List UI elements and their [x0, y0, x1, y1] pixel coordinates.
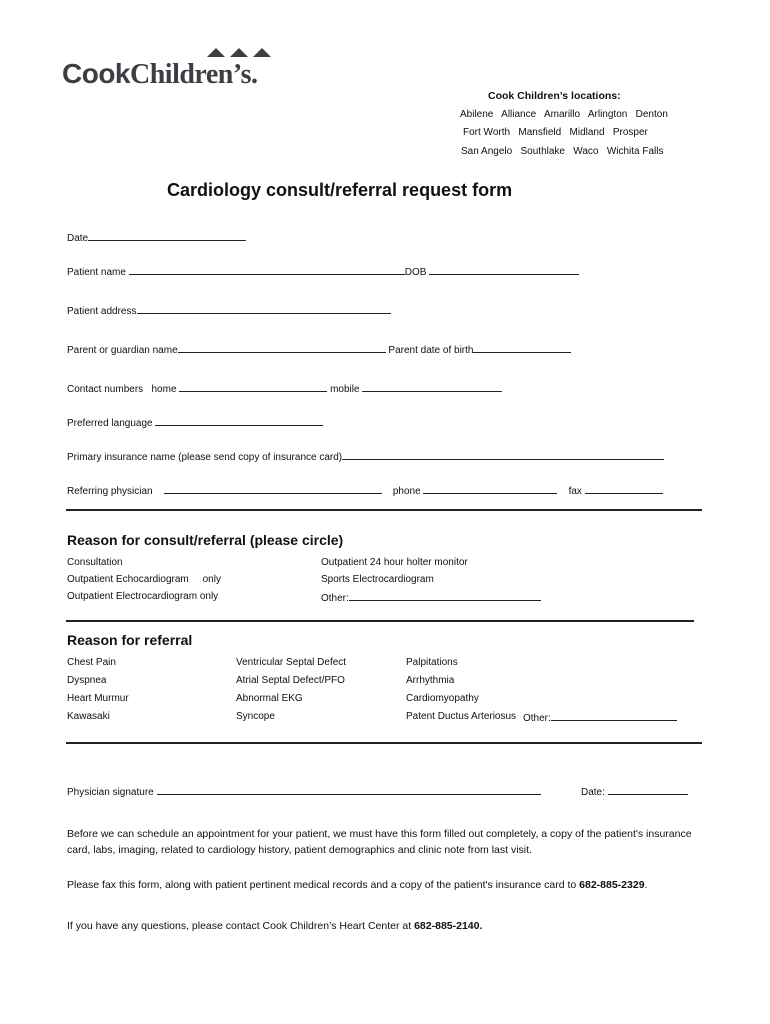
logo-text-childrens: Children’s. — [130, 59, 258, 90]
patient-address-label: Patient address — [67, 306, 137, 317]
section-divider — [66, 742, 702, 744]
referral-section-heading: Reason for referral — [67, 632, 193, 648]
referral-reason[interactable]: Dyspnea — [67, 675, 107, 686]
phone-label: phone — [392, 486, 421, 497]
referral-other-label: Other: — [523, 713, 551, 724]
contact-instructions: If you have any questions, please contact Cook Children’s Heart Center at 682-885-2140. — [67, 920, 483, 932]
guardian-name-field[interactable] — [178, 343, 386, 353]
referral-reason[interactable]: Ventricular Septal Defect — [236, 657, 347, 668]
guardian-name-label: Parent or guardian name — [67, 345, 178, 356]
referring-physician-label: Referring physician — [67, 486, 153, 497]
mobile-label: mobile — [330, 384, 360, 395]
parent-dob-field[interactable] — [473, 343, 571, 353]
logo-triangle-icon — [253, 48, 271, 57]
referral-other-field[interactable] — [551, 711, 677, 721]
referring-physician-field[interactable] — [164, 484, 382, 494]
consult-option[interactable]: Sports Electrocardiogram — [321, 574, 434, 585]
consult-option[interactable]: Outpatient Echocardiogram only — [67, 574, 221, 585]
date-label: Date — [67, 233, 89, 244]
logo-text-cook: Cook — [62, 58, 130, 89]
referral-reason[interactable]: Atrial Septal Defect/PFO — [236, 675, 345, 686]
consult-other-label: Other: — [321, 593, 349, 604]
home-phone-field[interactable] — [179, 382, 327, 392]
logo-triangle-icon — [230, 48, 248, 57]
signature-date-field[interactable] — [608, 785, 688, 795]
dob-field[interactable] — [429, 265, 579, 275]
locations-row: San Angelo Southlake Waco Wichita Falls — [461, 146, 664, 157]
form-title: Cardiology consult/referral request form — [167, 180, 513, 200]
mobile-phone-field[interactable] — [362, 382, 502, 392]
fax-instructions: Please fax this form, along with patient pertinent medical records and a copy of the patient's insurance card to 682-885-2329. — [67, 879, 648, 891]
locations-row: Fort Worth Mansfield Midland Prosper — [463, 127, 648, 138]
consult-other-field[interactable] — [349, 591, 541, 601]
fax-number: 682-885-2329 — [579, 879, 645, 891]
referral-reason[interactable]: Patent Ductus Arteriosus — [406, 711, 517, 722]
home-label: home — [151, 384, 177, 395]
section-divider — [66, 620, 694, 622]
consult-option[interactable]: Outpatient Electrocardiogram only — [67, 591, 219, 602]
consult-option[interactable]: Outpatient 24 hour holter monitor — [321, 557, 468, 568]
instructions-paragraph: Before we can schedule an appointment for your patient, we must have this form filled out completely, a copy of the patient's insurance card, labs, imaging, related to cardiology history, patient demographics and clinic note from last visit. — [67, 828, 692, 856]
physician-signature-label: Physician signature — [67, 787, 154, 798]
primary-insurance-label: Primary insurance name (please send copy of insurance card) — [67, 452, 343, 463]
primary-insurance-field[interactable] — [342, 450, 664, 460]
dob-label: DOB — [404, 267, 427, 278]
referral-reason[interactable]: Syncope — [236, 711, 275, 722]
consult-option[interactable]: Consultation — [67, 557, 123, 568]
consult-section-heading: Reason for consult/referral (please circle) — [67, 532, 344, 548]
fax-field[interactable] — [585, 484, 663, 494]
fax-instructions-text: Please fax this form, along with patient pertinent medical records and a copy of the patient's insurance card to — [67, 879, 577, 891]
referral-reason[interactable]: Arrhythmia — [406, 675, 455, 686]
section-divider — [66, 509, 702, 511]
referral-reason[interactable]: Cardiomyopathy — [406, 693, 479, 704]
locations-row: Abilene Alliance Amarillo Arlington Denton — [460, 109, 668, 120]
contact-instructions-text: If you have any questions, please contact Cook Children’s Heart Center at — [67, 920, 412, 932]
referral-reason[interactable]: Abnormal EKG — [236, 693, 303, 704]
locations-title: Cook Children’s locations: — [488, 90, 621, 102]
phone-field[interactable] — [423, 484, 557, 494]
preferred-language-field[interactable] — [155, 416, 323, 426]
signature-date-label: Date: — [581, 787, 605, 798]
physician-signature-field[interactable] — [157, 785, 541, 795]
logo-triangle-icon — [207, 48, 225, 57]
referral-reason[interactable]: Palpitations — [406, 657, 458, 668]
referral-reason[interactable]: Kawasaki — [67, 711, 110, 722]
contact-numbers-label: Contact numbers — [67, 384, 144, 395]
cook-childrens-logo — [62, 48, 302, 92]
parent-dob-label: Parent date of birth — [388, 345, 474, 356]
fax-label: fax — [568, 486, 582, 497]
referral-reason[interactable]: Heart Murmur — [67, 693, 129, 704]
patient-address-field[interactable] — [137, 304, 391, 314]
heart-center-phone: 682-885-2140 — [414, 920, 480, 932]
patient-name-field[interactable] — [129, 265, 405, 275]
preferred-language-label: Preferred language — [67, 418, 153, 429]
date-field[interactable] — [88, 231, 246, 241]
referral-reason[interactable]: Chest Pain — [67, 657, 116, 668]
patient-name-label: Patient name — [67, 267, 126, 278]
